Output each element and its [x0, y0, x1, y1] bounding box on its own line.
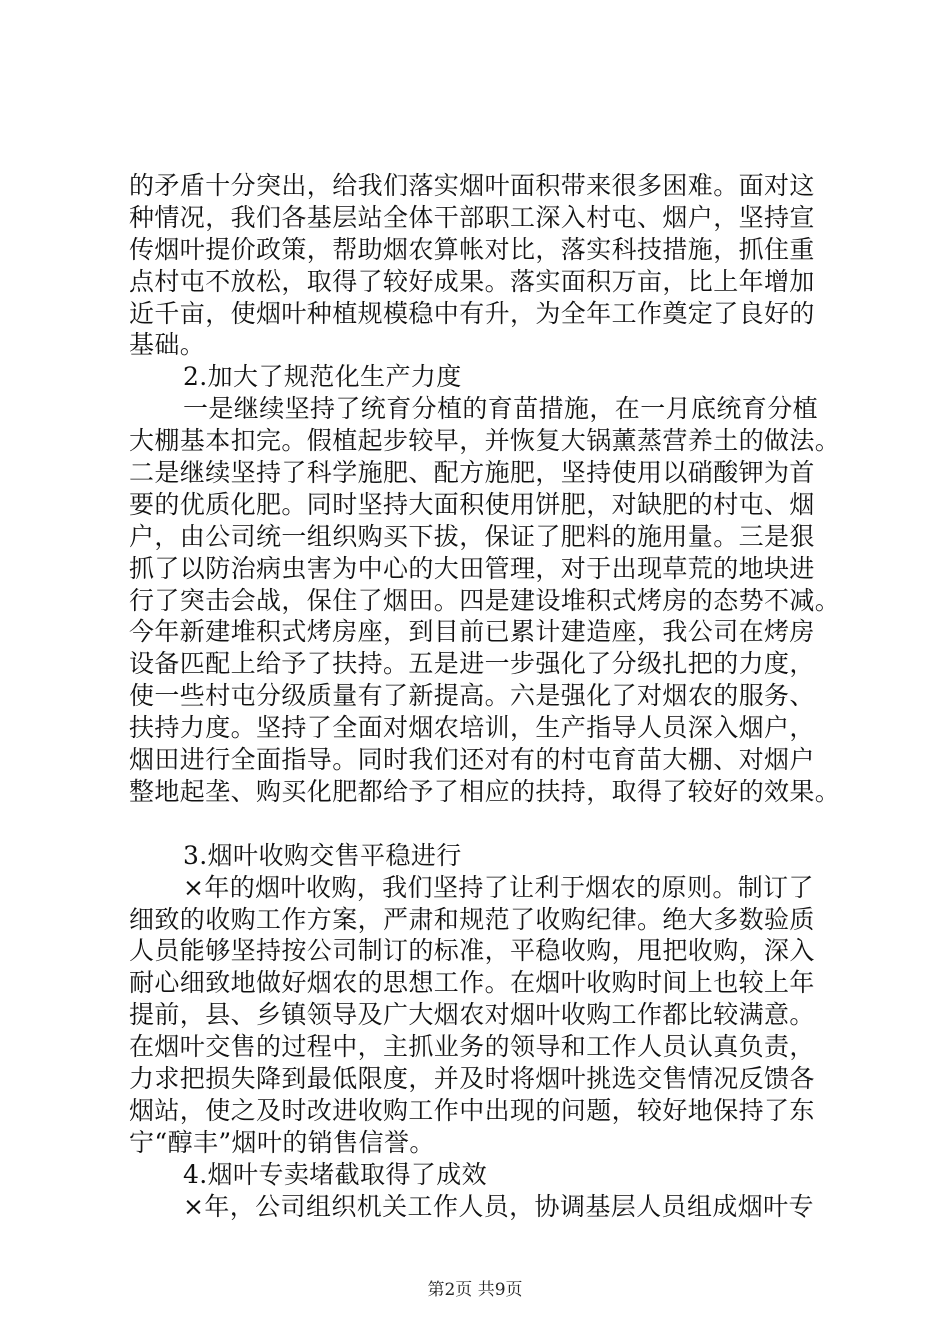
body-line: 户，由公司统一组织购买下拔，保证了肥料的施用量。三是狠	[129, 521, 815, 551]
body-line: 整地起垄、购买化肥都给予了相应的扶持，取得了较好的效果。	[129, 776, 841, 806]
body-line: 扶持力度。坚持了全面对烟农培训，生产指导人员深入烟户，	[129, 713, 815, 743]
paragraph-purchase-sales	[129, 872, 835, 1159]
section-heading-purchase-sales: 3.烟叶收购交售平稳进行	[183, 840, 462, 870]
body-line: 细致的收购工作方案，严肃和规范了收购纪律。绝大多数验质	[129, 904, 815, 934]
paragraph-standardized-production	[129, 393, 841, 808]
body-line: 今年新建堆积式烤房座，到目前已累计建造座，我公司在烤房	[129, 617, 815, 647]
body-line: 使一些村屯分级质量有了新提高。六是强化了对烟农的服务、	[129, 681, 815, 711]
section-heading-monopoly-enforcement: 4.烟叶专卖堵截取得了成效	[183, 1159, 488, 1189]
body-line: 提前，县、乡镇领导及广大烟农对烟叶收购工作都比较满意。	[129, 1000, 815, 1030]
body-line: 传烟叶提价政策，帮助烟农算帐对比，落实科技措施，抓住重	[129, 234, 815, 264]
body-line: 大棚基本扣完。假植起步较早，并恢复大锅薰蒸营养土的做法。	[129, 426, 841, 456]
body-line: 宁“醇丰”烟叶的销售信誉。	[129, 1127, 435, 1157]
paragraph-area-targets	[129, 170, 835, 361]
body-line: 力求把损失降到最低限度，并及时将烟叶挑选交售情况反馈各	[129, 1064, 815, 1094]
body-line: 人员能够坚持按公司制订的标准，平稳收购，甩把收购，深入	[129, 936, 815, 966]
body-line: 一是继续坚持了统育分植的育苗措施，在一月底统育分植	[183, 394, 819, 424]
body-line: 烟田进行全面指导。同时我们还对有的村屯育苗大棚、对烟户	[129, 745, 815, 775]
body-line: ×年的烟叶收购，我们坚持了让利于烟农的原则。制订了	[183, 872, 814, 902]
body-line: 点村屯不放松，取得了较好成果。落实面积万亩，比上年增加	[129, 266, 815, 296]
body-line: 烟站，使之及时改进收购工作中出现的问题，较好地保持了东	[129, 1095, 815, 1125]
body-line: 近千亩，使烟叶种植规模稳中有升，为全年工作奠定了良好的	[129, 298, 815, 328]
document-body	[129, 170, 841, 1223]
body-line: 设备匹配上给予了扶持。五是进一步强化了分级扎把的力度，	[129, 649, 815, 679]
paragraph-monopoly-enforcement	[129, 1191, 835, 1223]
page-number-footer: 第2页 共9页	[427, 1280, 523, 1300]
body-line: 抓了以防治病虫害为中心的大田管理，对于出现草荒的地块进	[129, 553, 815, 583]
body-line: 要的优质化肥。同时坚持大面积使用饼肥，对缺肥的村屯、烟	[129, 489, 815, 519]
body-line: 行了突击会战，保住了烟田。四是建设堆积式烤房的态势不减。	[129, 585, 841, 615]
body-line: 种情况，我们各基层站全体干部职工深入村屯、烟户，坚持宣	[129, 202, 815, 232]
body-line: ×年，公司组织机关工作人员，协调基层人员组成烟叶专	[183, 1191, 814, 1221]
body-line: 在烟叶交售的过程中，主抓业务的领导和工作人员认真负责，	[129, 1032, 815, 1062]
body-line: 耐心细致地做好烟农的思想工作。在烟叶收购时间上也较上年	[129, 968, 815, 998]
body-line: 二是继续坚持了科学施肥、配方施肥，坚持使用以硝酸钾为首	[129, 458, 815, 488]
section-heading-standardized-production: 2.加大了规范化生产力度	[183, 362, 462, 392]
blank-line	[129, 808, 835, 840]
body-line: 基础。	[129, 330, 206, 360]
body-line: 的矛盾十分突出，给我们落实烟叶面积带来很多困难。面对这	[129, 171, 815, 200]
